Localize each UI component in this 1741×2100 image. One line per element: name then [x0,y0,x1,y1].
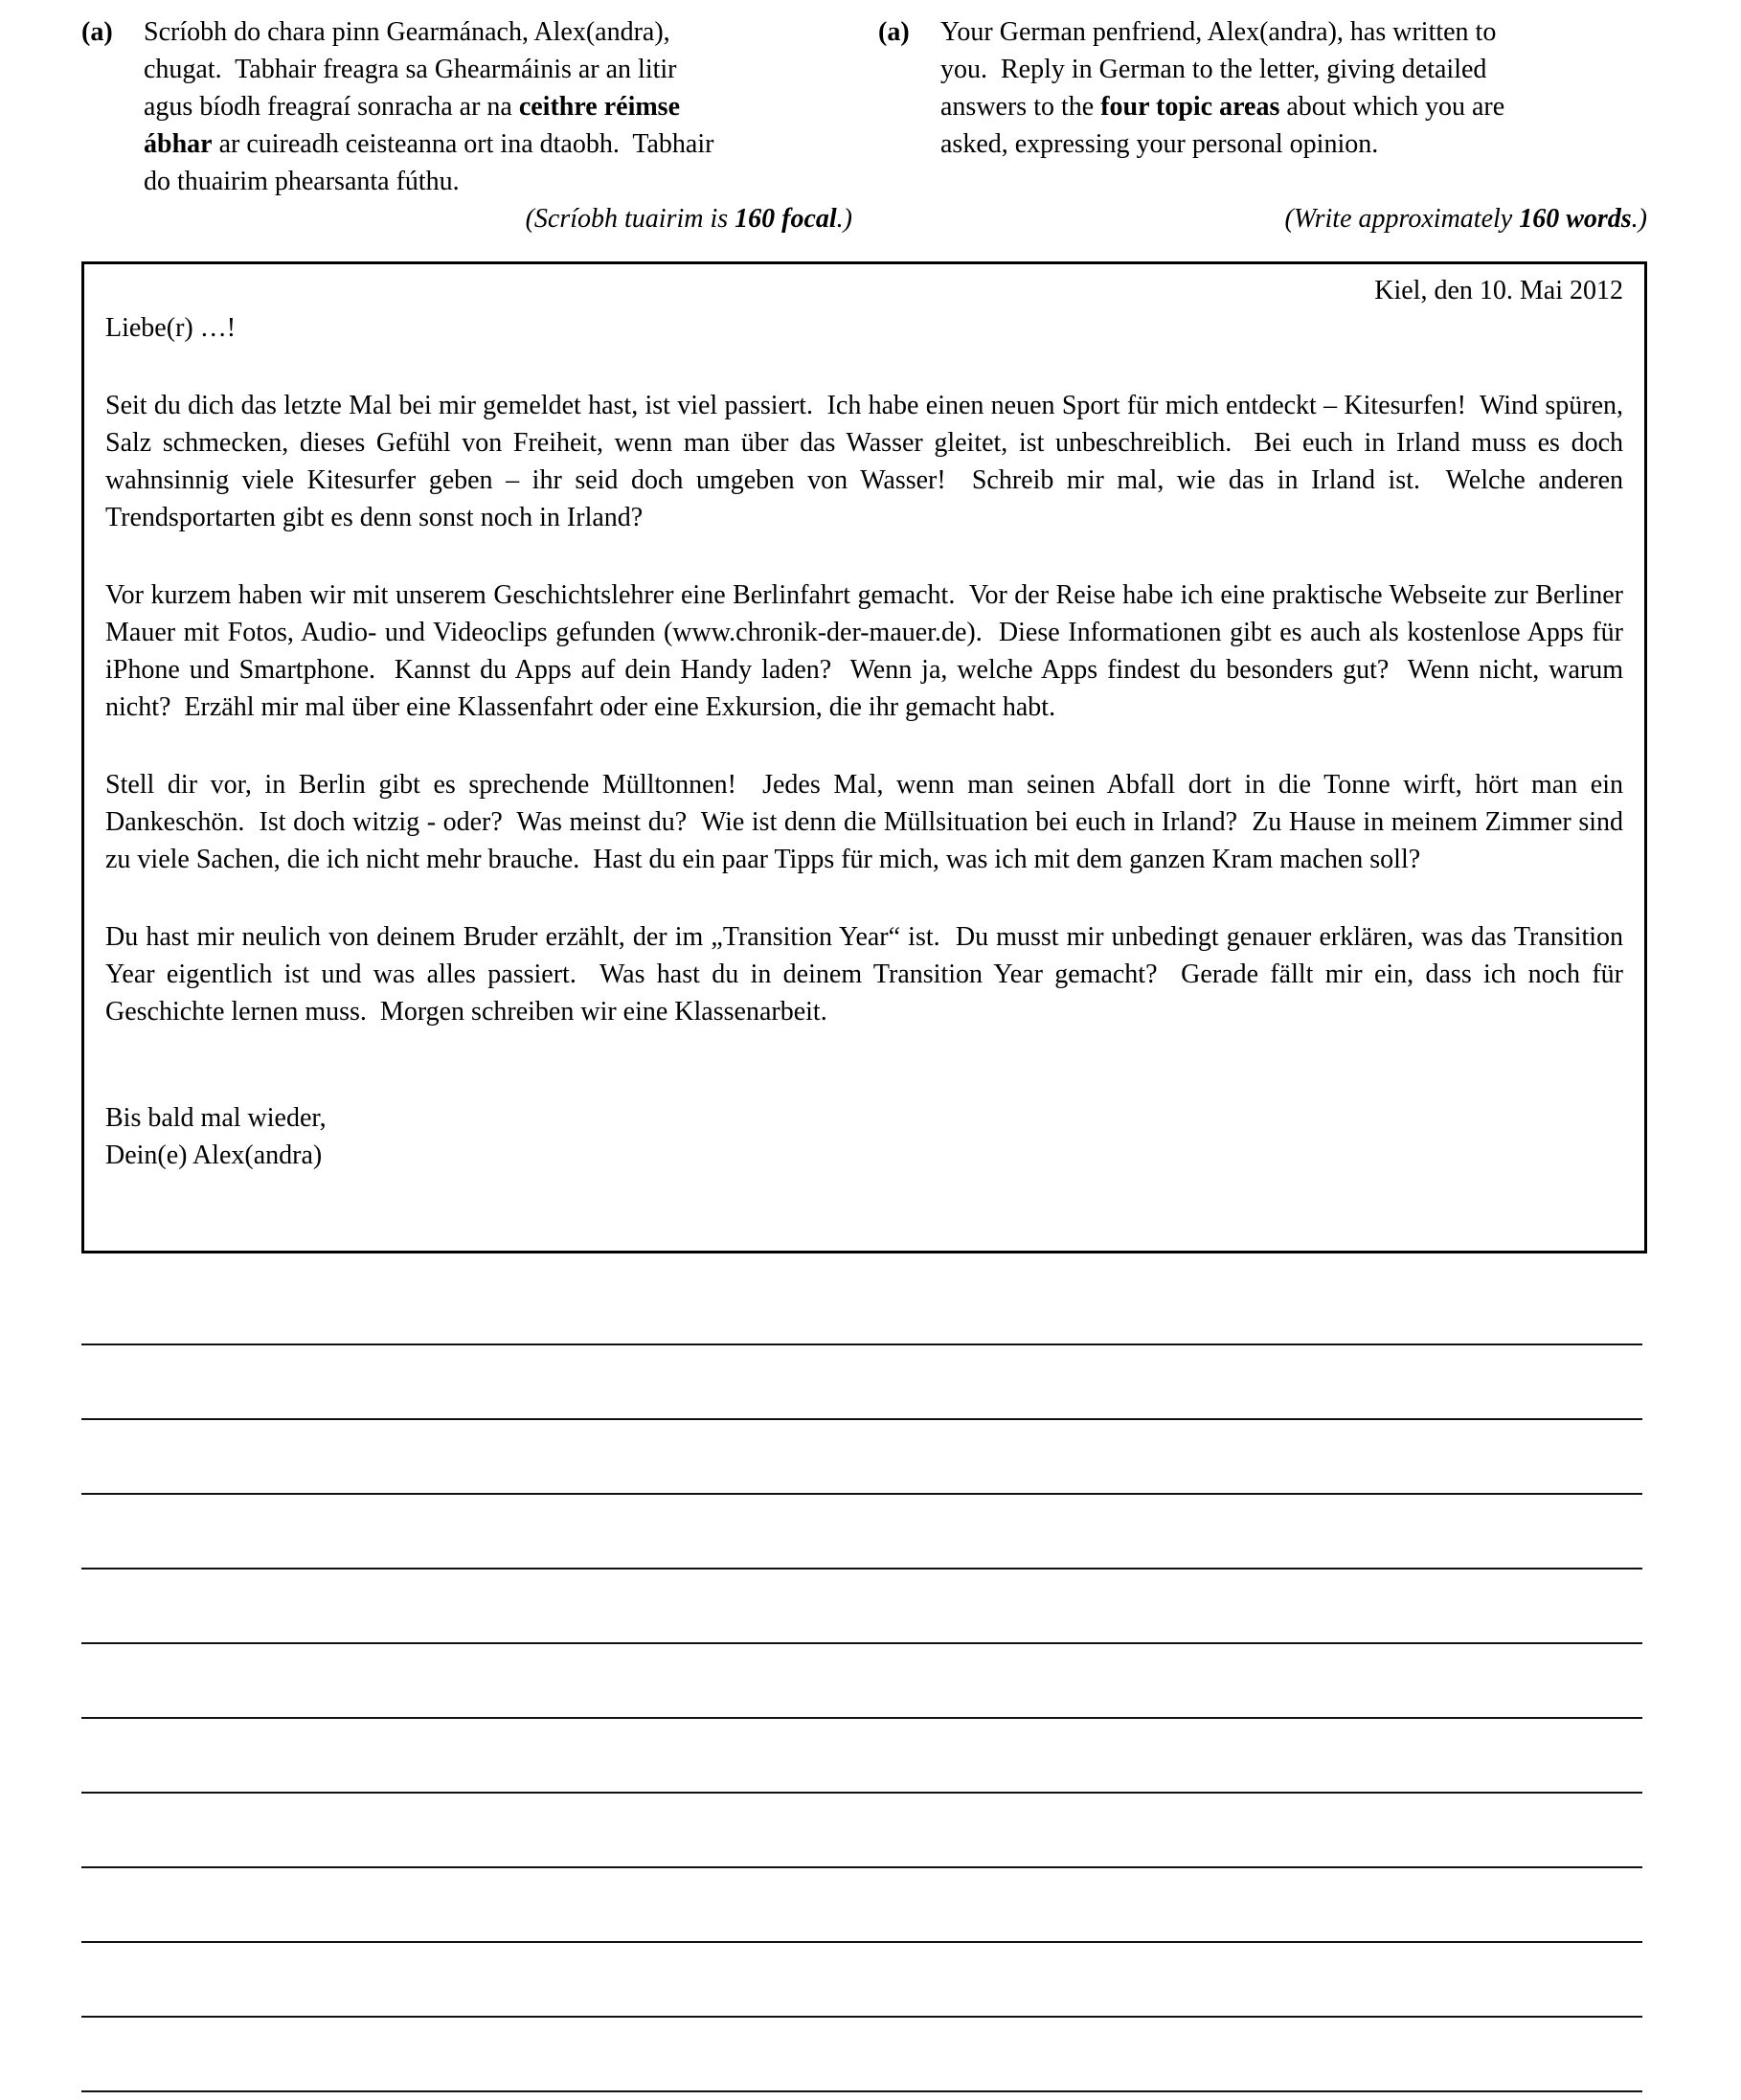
letter-box [81,261,1647,1253]
letter-dateline: Kiel, den 10. Mai 2012 [1374,276,1623,305]
answer-line [81,1495,1642,1569]
instruction-line-bold: ábhar [144,129,213,159]
note-word-count: 160 focal [735,204,837,234]
answer-line [81,1420,1642,1495]
answer-line [81,1644,1642,1719]
instructions-irish [81,13,852,237]
instructions-english [878,13,1647,237]
answer-line [81,2018,1642,2092]
instruction-line: asked, expressing your personal opinion. [940,129,1379,159]
letter-paragraph-4: Du hast mir neulich von deinem Bruder erzählt, der im „Transition Year“ ist. Du musst mir unbedingt genauer erklären, was das Transition Year eigentlich ist und was alles passiert. Was hast du in deinem Transition Year gemacht? Gerade fällt mir ein, dass ich noch für Geschichte lernen muss. Morgen schreiben wir eine Klassenarbeit. [105,922,1623,1027]
instruction-body-english [940,13,1647,237]
instruction-line: ar cuireadh ceisteanna ort ina dtaobh. Tabhair [212,129,714,159]
instructions [81,13,1647,237]
answer-lines-area [81,1271,1642,2092]
instruction-body-irish [144,13,852,237]
instruction-text-english [940,13,1647,200]
word-count-note-irish [144,200,852,237]
instruction-line: about which you are [1279,92,1505,122]
instruction-line: chugat. Tabhair freagra sa Ghearmáinis ar an litir [144,55,677,84]
letter-closing-line: Bis bald mal wieder, [105,1103,327,1133]
question-label-irish: (a) [81,17,113,47]
instruction-line: Scríobh do chara pinn Gearmánach, Alex(andra), [144,17,670,47]
instruction-text-irish [144,13,852,200]
letter-closing [105,1099,1623,1174]
letter-paragraph-2: Vor kurzem haben wir mit unserem Geschichtslehrer eine Berlinfahrt gemacht. Vor der Reise habe ich eine praktische Webseite zur Berliner Mauer mit Fotos, Audio- und Videoclips gefunden (www.chronik-der-mauer.de). Diese Informationen gibt es auch als kostenlose Apps für iPhone und Smartphone. Kannst du Apps auf dein Handy laden? Wenn ja, welche Apps findest du besonders gut? Wenn nicht, warum nicht? Erzähl mir mal über eine Klassenfahrt oder eine Exkursion, die ihr gemacht habt. [105,580,1623,722]
letter-paragraph-3: Stell dir vor, in Berlin gibt es sprechende Mülltonnen! Jedes Mal, wenn man seinen Abfall dort in die Tonne wirft, hört man ein Dankeschön. Ist doch witzig - oder? Was meinst du? Wie ist denn die Müllsituation bei euch in Irland? Zu Hause in meinem Zimmer sind zu viele Sachen, die ich nicht mehr brauche. Hast du ein paar Tipps für mich, was ich mit dem ganzen Kram machen soll? [105,770,1623,874]
instruction-line-bold: ceithre réimse [518,92,680,122]
note-text: (Write approximately [1284,204,1520,234]
note-text: .) [1631,204,1647,234]
answer-line [81,1868,1642,1943]
answer-line [81,1345,1642,1420]
instruction-line: agus bíodh freagraí sonracha ar na [144,92,519,122]
note-text: .) [836,204,852,234]
note-word-count: 160 words [1519,204,1632,234]
answer-line [81,1569,1642,1644]
word-count-note-english [940,200,1647,237]
instruction-line: answers to the [940,92,1101,122]
note-text: (Scríobh tuairim is [525,204,735,234]
instruction-line: do thuairim phearsanta fúthu. [144,167,460,196]
answer-line [81,1943,1642,2018]
question-label-english: (a) [878,17,910,47]
letter-greeting: Liebe(r) …! [105,313,237,343]
instruction-line: you. Reply in German to the letter, giving detailed [940,55,1487,84]
instruction-line-bold: four topic areas [1100,92,1280,122]
answer-line [81,1719,1642,1794]
answer-line [81,1271,1642,1345]
letter-signature: Dein(e) Alex(andra) [105,1140,323,1170]
answer-line [81,1794,1642,1868]
instruction-line: Your German penfriend, Alex(andra), has written to [940,17,1497,47]
letter-paragraph-1: Seit du dich das letzte Mal bei mir gemeldet hast, ist viel passiert. Ich habe einen neuen Sport für mich entdeckt – Kitesurfen! Wind spüren, Salz schmecken, dieses Gefühl von Freiheit, wenn man über das Wasser gleitet, ist unbeschreiblich. Bei euch in Irland muss es doch wahnsinnig viele Kitesurfer geben – ihr seid doch umgeben von Wasser! Schreib mir mal, wie das in Irland ist. Welche anderen Trendsportarten gibt es denn sonst noch in Irland? [105,391,1623,532]
